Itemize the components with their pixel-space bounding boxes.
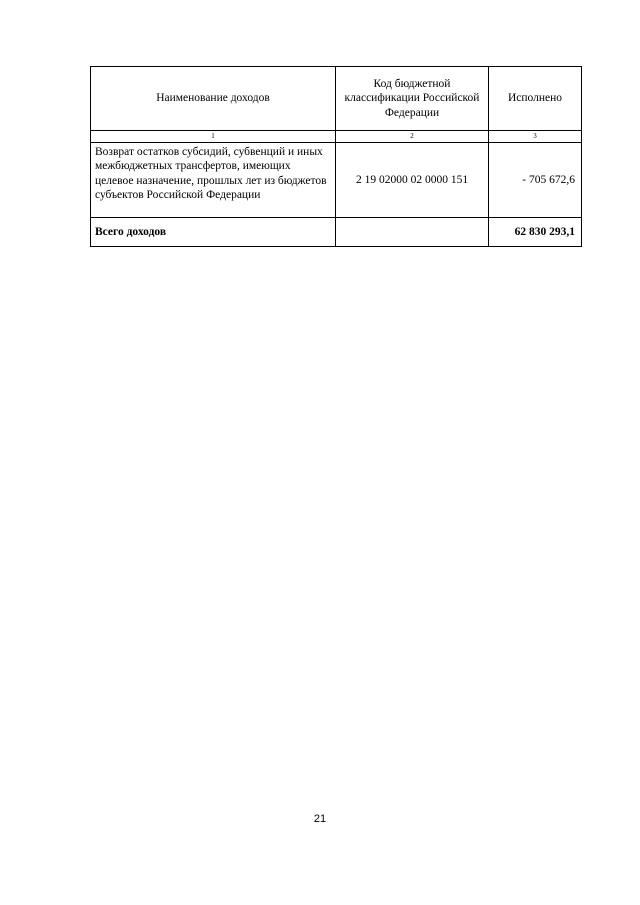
revenue-table [90,66,582,247]
total-value: 62 830 293,1 [489,218,582,247]
column-number-row [91,131,582,143]
row-budget-code: 2 19 02000 02 0000 151 [336,143,489,218]
table-header-row [91,67,582,131]
total-row [91,218,582,247]
column-number-1: 1 [91,131,336,143]
table-row [91,143,582,218]
page-number: 21 [313,813,327,825]
row-revenue-name: Возврат остатков субсидий, субвенций и иных межбюджетных трансфертов, имеющих целевое назначение, прошлых лет из бюджетов субъектов Российской Федерации [91,143,336,218]
column-number-3: 3 [489,131,582,143]
total-label: Всего доходов [91,218,336,247]
header-executed: Исполнено [489,67,582,131]
column-number-2: 2 [336,131,489,143]
row-executed-value: - 705 672,6 [489,143,582,218]
total-code [336,218,489,247]
header-budget-code: Код бюджетной классификации Российской Федерации [336,67,489,131]
header-revenue-name: Наименование доходов [91,67,336,131]
